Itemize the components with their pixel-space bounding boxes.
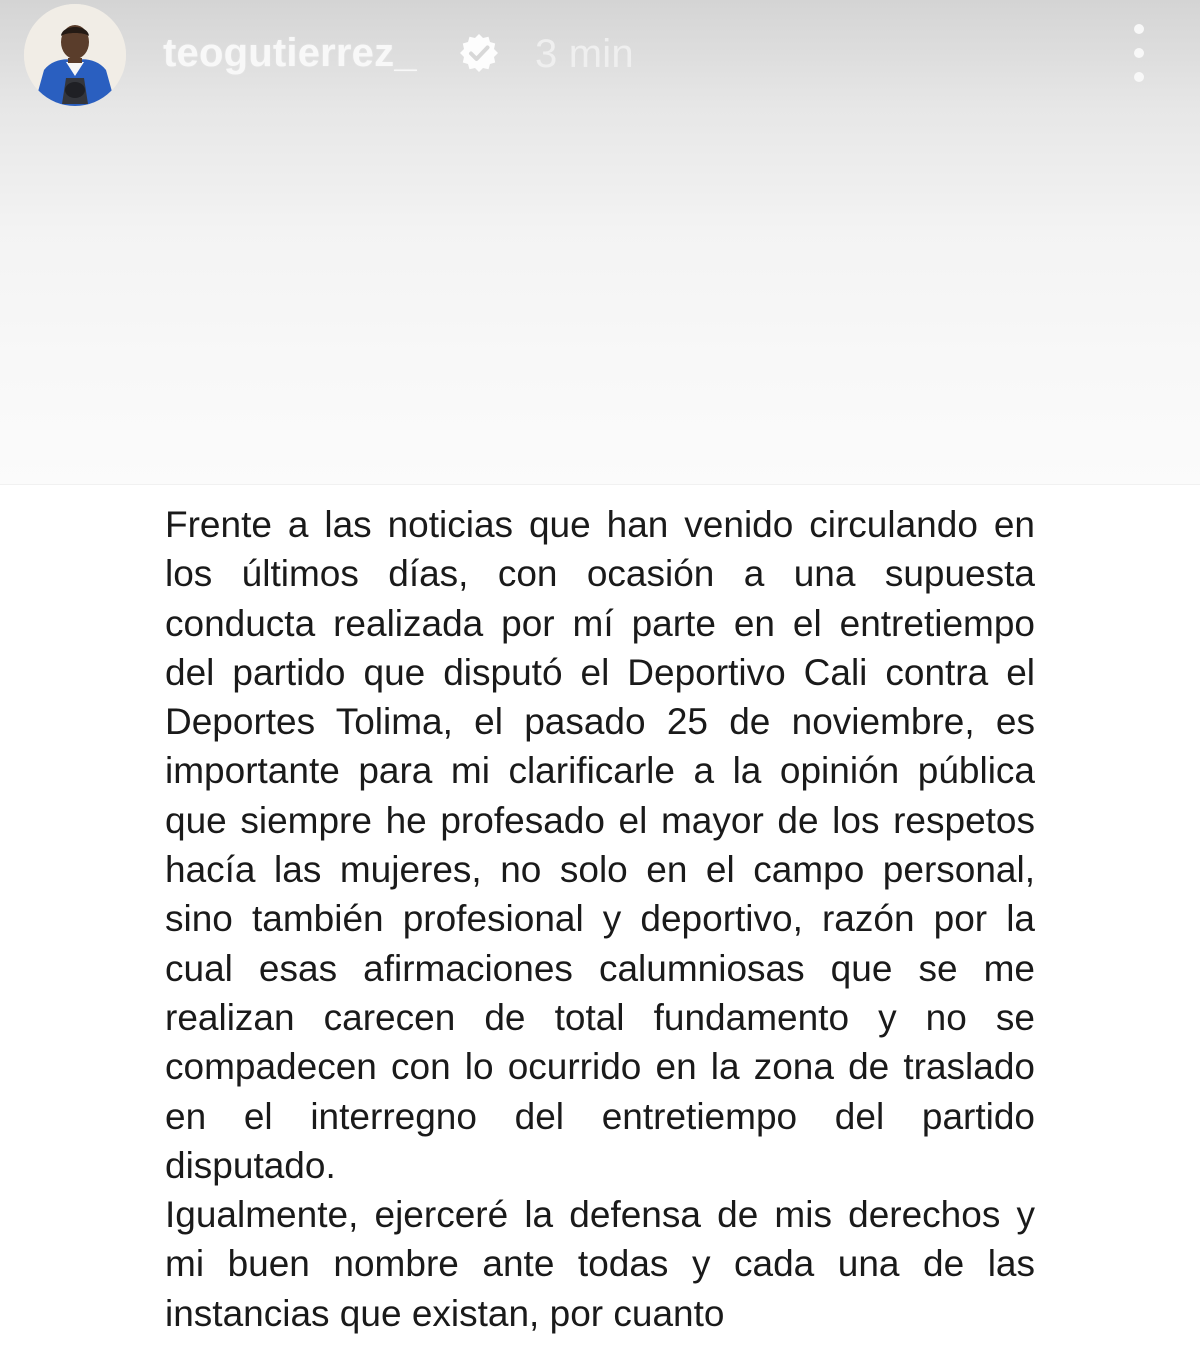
story-timestamp: 3 min [535,32,634,76]
statement-paragraph: Frente a las noticias que han venido circulando en los últimos días, con ocasión a una supuesta conducta realizada por mí parte en el entretiempo del partido que disputó el Deportivo Cali contra el Deportes Tolima, el pasado 25 de noviembre, es importante para mi clarificarle a la opinión pública que siempre he profesado el mayor de los respetos hacía las mujeres, no solo en el campo personal, sino también profesional y deportivo, razón por la cual esas afirmaciones calumniosas que se me realizan carecen de total fundamento y no se compadecen con lo ocurrido en la zona de traslado en el interregno del entretiempo del partido disputado. [165,504,1035,1186]
more-options-icon[interactable] [1122,24,1156,82]
avatar-photo [24,4,126,106]
more-options-dot [1134,24,1144,34]
story-header [0,0,1200,485]
verified-badge-icon [458,32,500,74]
statement-text [165,500,1035,1338]
profile-avatar[interactable] [24,4,126,106]
statement-paragraph: Igualmente, ejerceré la defensa de mis derechos y mi buen nombre ante todas y cada una de las instancias que existan, por cuanto [165,1194,1035,1334]
more-options-dot [1134,72,1144,82]
story-username[interactable]: teogutierrez_ [163,31,417,75]
more-options-dot [1134,48,1144,58]
